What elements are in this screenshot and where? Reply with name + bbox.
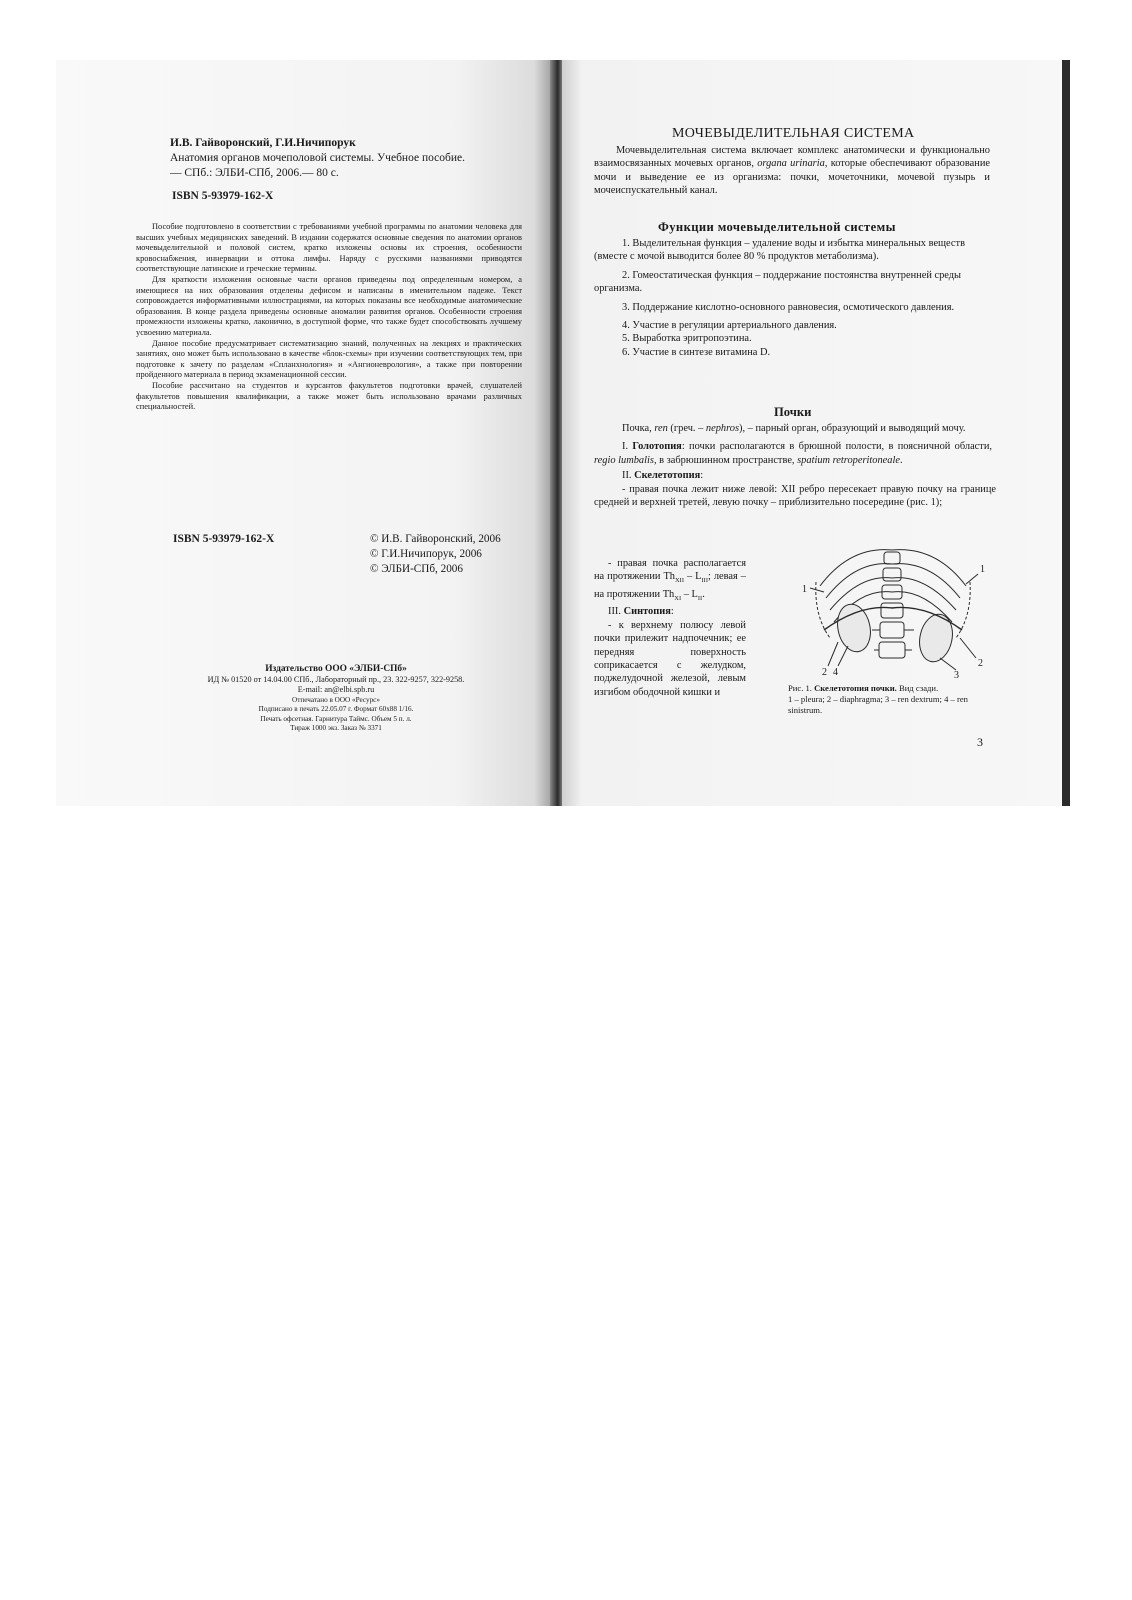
function-item: 4. Участие в регуляции артериального давления. — [622, 320, 837, 332]
figure-caption: Рис. 1. Скелетотопия почки. Вид сзади. 1 – pleura; 2 – diaphragma; 3 – ren dextrum; 4 – ren sinistrum. — [788, 683, 988, 716]
isbn-bottom: ISBN 5-93979-162-X — [173, 533, 275, 545]
book-spread — [56, 60, 1070, 806]
figure-legend: 1 – pleura; 2 – diaphragma; 3 – ren dextrum; 4 – ren sinistrum. — [788, 694, 968, 715]
bibliographic-record — [170, 136, 470, 181]
kidney-definition: Почка, ren (греч. – nephros), – парный орган, образующий и выводящий мочу. — [622, 423, 966, 434]
figure-label: 4 — [833, 667, 838, 678]
text-column-left — [594, 557, 746, 699]
copyright-line: © И.В. Гайворонский, 2006 — [370, 533, 501, 545]
right-page — [562, 60, 1062, 806]
print-run: Тираж 1000 экз. Заказ № 3371 — [290, 724, 382, 732]
syntopy-heading: III. Синтопия: — [608, 606, 674, 618]
skeletotopy-heading: II. Скелетотопия: — [622, 470, 704, 482]
function-item: 3. Поддержание кислотно-основного равновесия, осмотического давления. — [622, 301, 955, 313]
function-item: 1. Выделительная функция – удаление воды и избытка минеральных веществ (вместе с мочой выводится более 80 % продуктов метаболизма). — [594, 238, 965, 263]
function-item: 5. Выработка эритропоэтина. — [622, 333, 752, 345]
abstract — [136, 222, 522, 413]
skeletotopy-item: - правая почка лежит ниже левой: XII ребро пересекает правую почку на границе средней и верхней третей, левую почку – приблизительно посередине (рис. 1); — [594, 483, 996, 509]
chapter-title: МОЧЕВЫДЕЛИТЕЛЬНАЯ СИСТЕМА — [672, 126, 915, 141]
figure-label: 1 — [802, 584, 807, 595]
figure-label: 2 — [822, 667, 827, 678]
license: ИД № 01520 от 14.04.00 СПб., Лабораторный пр., 23. 322-9257, 322-9258. — [207, 674, 465, 684]
figure-label: 2 — [978, 658, 983, 669]
intro-text: , которые обеспечивают образование мочи и выведение ее из организма: почки, мочеточники, мочевой пузырь и мочеиспускательный канал. — [594, 158, 990, 197]
abstract-paragraph: Для краткости изложения основные части органов приведены под определенным номером, а имеющиеся на них образования отделены дефисом и написаны в именительном падеже. Текст сопровождается информативными иллюстрациями, на которых показаны все необходимые анатомические образования. В конце раздела приведены основные аномалии развития органов. Особенности строения промежности изложены кратко, лаконично, в доступной форме, что также будет способствовать лучшему усвоению материала. — [136, 274, 522, 337]
authors: И.В. Гайворонский, Г.И.Ничипорук — [170, 137, 356, 149]
function-item: 2. Гомеостатическая функция – поддержание постоянства внутренней среды организма. — [594, 269, 962, 295]
printed-at: Отпечатано в ООО «Ресурс» — [292, 695, 380, 704]
figure-label: 3 — [954, 670, 959, 678]
syntopy-item: - к верхнему полюсу левой почки прилежит надпочечник; ее передняя поверхность соприкасается с желудком, поджелудочной железой, левым изгибом ободочной кишки и — [594, 619, 746, 698]
left-page — [56, 60, 554, 806]
print-info: Печать офсетная. Гарнитура Таймс. Объем 5 п. л. — [260, 714, 412, 723]
skeletotopy-figure — [790, 546, 994, 678]
functions-list — [594, 237, 992, 359]
page-number: 3 — [977, 735, 983, 749]
abstract-paragraph: Пособие рассчитано на студентов и курсантов факультетов подготовки врачей, слушателей факультетов повышения квалификации, а также может быть использовано врачами различных специальностей. — [136, 380, 522, 412]
functions-heading: Функции мочевыделительной системы — [658, 220, 896, 234]
publisher: Издательство ООО «ЭЛБИ-СПб» — [265, 664, 407, 674]
email: E-mail: an@elbi.spb.ru — [297, 685, 375, 694]
abstract-paragraph: Пособие подготовлено в соответствии с требованиями учебной программы по анатомии человека для высших учебных медицинских заведений. В издании содержатся основные сведения по анатомии органов мочевыделительной и половой систем, кратко изложены основы их строения, особенности кровоснабжения, иннервации и оттока лимфы. Наряду с русскими названиями приводятся соответствующие латинские и греческие термины. — [136, 222, 522, 274]
book-description: Анатомия органов мочеполовой системы. Учебное пособие. — СПб.: ЭЛБИ-СПб, 2006.— 80 с. — [170, 152, 465, 179]
skeletotopy-item: - правая почка располагается на протяжении $Th_{XII} - L_{III}$; левая – на протяжении $Th_{XI} - L_{II}$. — [594, 558, 746, 602]
holotopy-paragraph: I. Голотопия: почки располагаются в брюшной полости, в поясничной области, regio lumbalis, в забрюшинном пространстве, spatium retroperitoneale. — [594, 441, 992, 466]
abstract-paragraph: Данное пособие предусматривает систематизацию знаний, полученных на лекциях и практических занятиях, оно может быть использовано в качестве «блок-схемы» при изучении соответствующих тем, при подготовке к зачету по разделам «Спланхнология» и «Ангионеврология», а также при повторении пройденного материала в период экзаменационной сессии. — [136, 338, 522, 380]
intro-paragraph — [594, 144, 990, 198]
intro-text: Мочевыделительная система включает комплекс анатомически и функционально взаимосвязанных мочевых органов, — [594, 145, 990, 170]
imprint — [156, 664, 516, 734]
copyright-line: © ЭЛБИ-СПб, 2006 — [370, 563, 463, 575]
copyrights — [370, 532, 501, 577]
signed-for-print: Подписано в печать 22.05.07 г. Формат 60х88 1/16. — [258, 705, 414, 713]
function-item: 6. Участие в синтезе витамина D. — [622, 346, 771, 358]
figure-label: 1 — [980, 564, 985, 575]
copyright-line: © Г.И.Ничипорук, 2006 — [370, 548, 482, 560]
page-edge-shadow — [1062, 60, 1070, 806]
kidneys-heading: Почки — [774, 405, 812, 419]
kidneys-section — [594, 422, 996, 509]
isbn: ISBN 5-93979-162-X — [172, 190, 274, 202]
latin-term: organa urinaria — [757, 158, 825, 170]
